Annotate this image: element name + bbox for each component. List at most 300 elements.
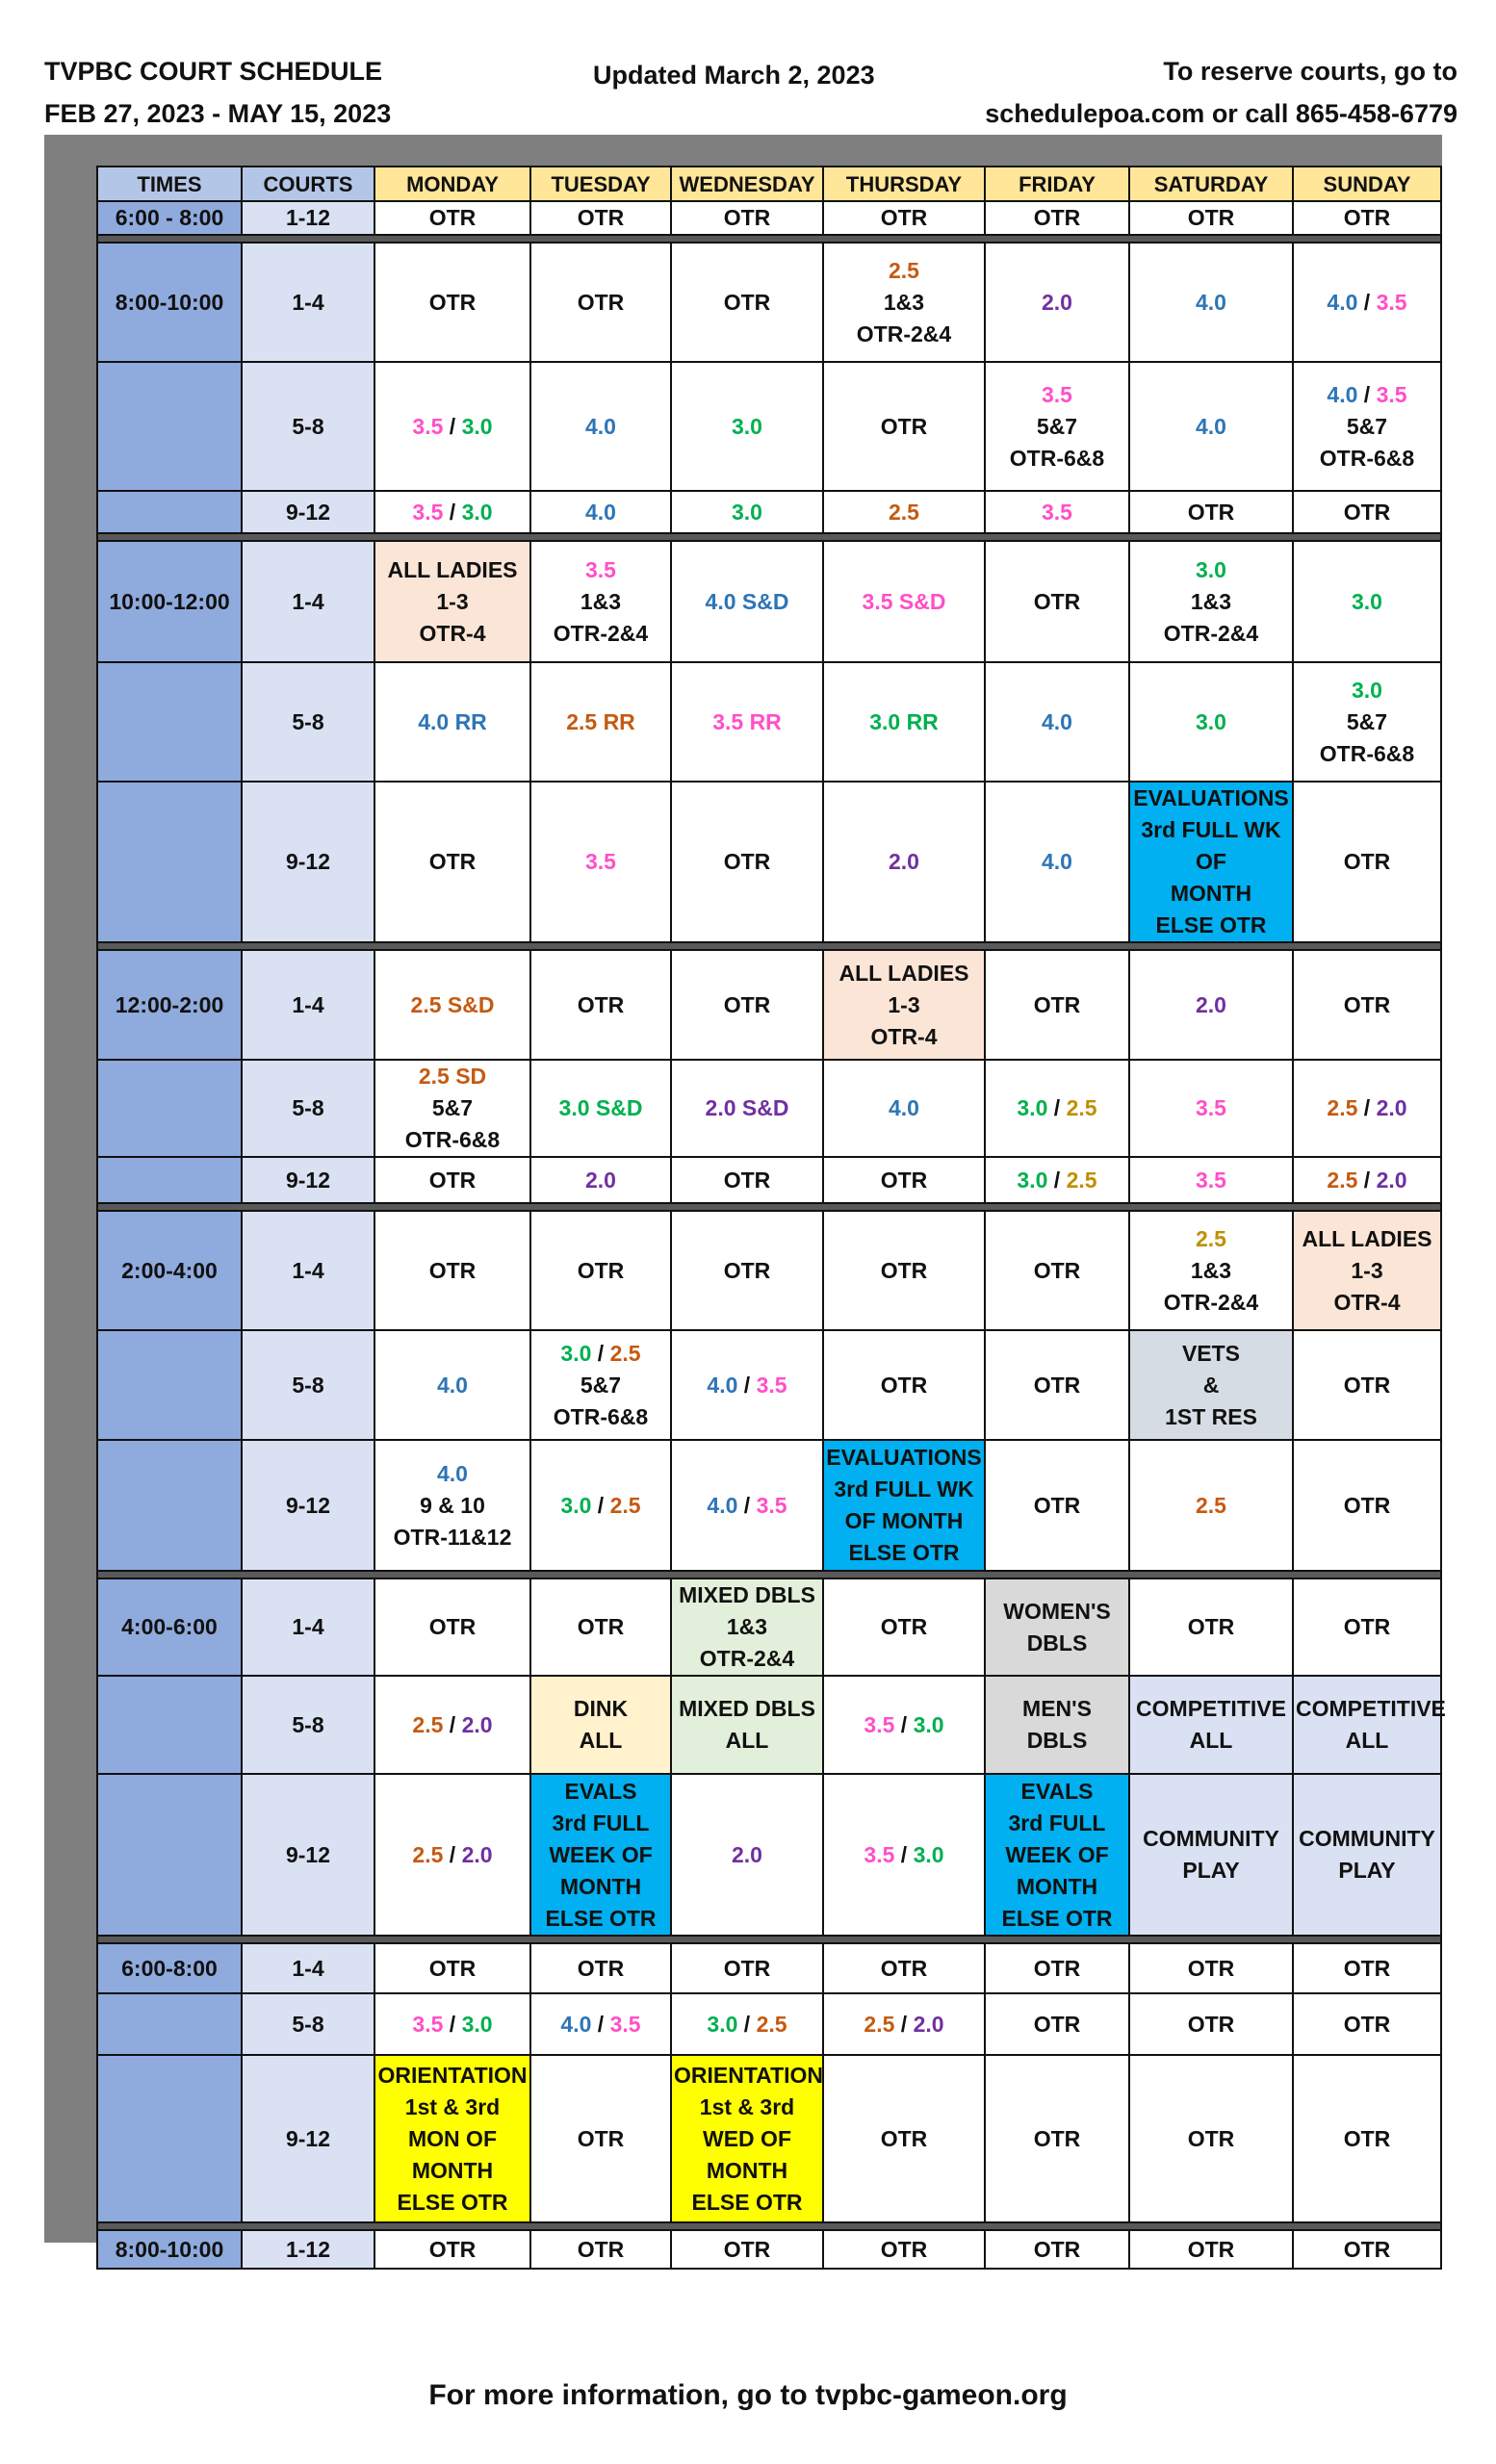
cell-line	[377, 411, 528, 443]
cell-line	[1296, 989, 1438, 1021]
schedule-cell-tuesday	[530, 1578, 671, 1676]
cell-text: ELSE OTR	[1155, 912, 1267, 937]
time-slot-cell	[97, 362, 242, 491]
cell-line	[377, 1092, 528, 1124]
schedule-cell-sunday	[1293, 362, 1441, 491]
cell-line	[826, 1611, 982, 1643]
cell-line	[674, 1693, 820, 1725]
schedule-cell-friday	[985, 243, 1129, 362]
cell-text: OTR	[1187, 205, 1235, 230]
cell-line	[826, 1165, 982, 1196]
cell-text: /	[591, 1340, 610, 1366]
cell-line	[826, 846, 982, 878]
cell-line	[377, 989, 528, 1021]
cell-text: 2.5	[1066, 1095, 1097, 1120]
cell-line	[1132, 1165, 1290, 1196]
cell-line	[533, 411, 668, 443]
schedule-cell-monday	[374, 950, 530, 1060]
cell-text: 1&3	[1190, 588, 1232, 614]
cell-line	[1296, 497, 1438, 528]
cell-line	[377, 1165, 528, 1196]
time-slot-cell	[97, 1157, 242, 1203]
schedule-row	[97, 243, 1441, 362]
cell-line	[674, 2155, 820, 2187]
cell-line	[533, 1490, 668, 1522]
schedule-cell-tuesday	[530, 662, 671, 782]
cell-text: OTR	[1343, 1955, 1391, 1981]
cell-text: OTR	[428, 1167, 477, 1193]
cell-line	[988, 2009, 1126, 2040]
cell-line	[1132, 1287, 1290, 1319]
schedule-cell-thursday	[823, 541, 985, 662]
cell-text: 3.0	[1017, 1095, 1048, 1120]
cell-line	[1296, 1725, 1438, 1757]
cell-text: OTR	[880, 205, 928, 230]
cell-text: MONTH	[706, 2157, 788, 2183]
cell-line	[533, 706, 668, 738]
cell-text: OTR	[880, 1614, 928, 1639]
schedule-cell-sunday	[1293, 541, 1441, 662]
schedule-cell-friday	[985, 950, 1129, 1060]
cell-line	[826, 202, 982, 234]
cell-line	[1296, 1611, 1438, 1643]
cell-line	[1296, 379, 1438, 411]
col-header-wednesday: WEDNESDAY	[671, 167, 823, 201]
schedule-cell-tuesday	[530, 950, 671, 1060]
schedule-cell-monday	[374, 1211, 530, 1330]
cell-text: OTR	[723, 991, 771, 1017]
cell-text: MIXED DBLS	[679, 1582, 815, 1607]
schedule-row	[97, 541, 1441, 662]
cell-line	[674, 411, 820, 443]
schedule-cell-monday	[374, 1330, 530, 1440]
cell-line	[1296, 675, 1438, 706]
courts-cell: 9-12	[242, 491, 374, 533]
cell-text: OTR	[577, 1257, 625, 1283]
cell-line	[826, 1537, 982, 1569]
schedule-cell-thursday	[823, 1330, 985, 1440]
courts-cell: 5-8	[242, 1676, 374, 1774]
schedule-cell-thursday	[823, 2055, 985, 2222]
courts-cell: 9-12	[242, 1774, 374, 1936]
cell-line	[1132, 1092, 1290, 1124]
schedule-cell-friday	[985, 362, 1129, 491]
cell-line	[674, 2060, 824, 2092]
schedule-cell-monday	[374, 1993, 530, 2055]
time-slot-cell	[97, 1440, 242, 1571]
cell-text: OTR	[428, 1257, 477, 1283]
schedule-cell-friday	[985, 782, 1129, 942]
schedule-cell-monday	[374, 243, 530, 362]
cell-text: /	[443, 413, 462, 439]
cell-line	[1296, 2009, 1438, 2040]
cell-text: 2.5	[864, 2011, 895, 2037]
cell-line	[1296, 2234, 1438, 2266]
cell-text: OTR	[723, 1257, 771, 1283]
cell-text: 3.0	[461, 499, 493, 525]
schedule-cell-sunday	[1293, 1993, 1441, 2055]
schedule-cell-saturday	[1129, 201, 1293, 235]
cell-text: DINK	[573, 1696, 629, 1721]
cell-text: /	[1357, 289, 1377, 315]
cell-line	[988, 411, 1126, 443]
cell-line	[674, 1953, 820, 1985]
schedule-cell-thursday	[823, 1440, 985, 1571]
cell-text: 3.0	[560, 1492, 592, 1518]
cell-line	[533, 1165, 668, 1196]
cell-text: ORIENTATION	[674, 2062, 824, 2088]
cell-line	[533, 1338, 668, 1370]
schedule-cell-monday	[374, 1440, 530, 1571]
cell-line	[533, 1903, 668, 1935]
cell-line	[1132, 1823, 1290, 1855]
schedule-cell-saturday	[1129, 541, 1293, 662]
cell-line	[1296, 202, 1438, 234]
schedule-cell-sunday	[1293, 491, 1441, 533]
separator-cell	[97, 533, 1441, 541]
cell-text: OTR	[577, 1614, 625, 1639]
schedule-cell-tuesday	[530, 1157, 671, 1203]
cell-text: 2.5 RR	[566, 708, 635, 734]
schedule-cell-thursday	[823, 1578, 985, 1676]
cell-line	[1296, 586, 1438, 618]
schedule-cell-monday	[374, 491, 530, 533]
cell-text: 4.0	[585, 499, 616, 525]
cell-line	[377, 2234, 528, 2266]
cell-line	[1132, 287, 1290, 319]
cell-text: EVALS	[564, 1778, 637, 1804]
cell-line	[988, 1953, 1126, 1985]
cell-text: 3.0 RR	[869, 708, 939, 734]
schedule-cell-wednesday	[671, 782, 823, 942]
schedule-cell-tuesday	[530, 2055, 671, 2222]
cell-line	[988, 1370, 1126, 1401]
cell-line	[533, 1725, 668, 1757]
schedule-cell-saturday	[1129, 1774, 1293, 1936]
cell-text: 2.5	[1196, 1225, 1226, 1251]
cell-text: PLAY	[1338, 1858, 1396, 1883]
schedule-cell-saturday	[1129, 1676, 1293, 1774]
cell-line	[988, 1839, 1126, 1871]
cell-text: MONTH	[1016, 1873, 1098, 1899]
schedule-cell-sunday	[1293, 662, 1441, 782]
schedule-cell-saturday	[1129, 491, 1293, 533]
block-separator	[97, 942, 1441, 950]
col-header-sunday: SUNDAY	[1293, 167, 1441, 201]
cell-text: OTR	[723, 289, 771, 315]
schedule-cell-wednesday	[671, 1578, 823, 1676]
schedule-cell-tuesday	[530, 1060, 671, 1157]
cell-line	[988, 1725, 1126, 1757]
cell-text: ALL LADIES	[387, 556, 518, 582]
cell-text: 3.5 S&D	[862, 588, 946, 614]
cell-line	[533, 1953, 668, 1985]
schedule-cell-wednesday	[671, 541, 823, 662]
cell-text: 3.0	[707, 2011, 738, 2037]
courts-cell: 1-4	[242, 541, 374, 662]
cell-line	[533, 497, 668, 528]
cell-text: 1ST RES	[1165, 1403, 1257, 1429]
cell-text: /	[737, 1372, 757, 1398]
cell-text: 4.0 S&D	[705, 588, 789, 614]
cell-text: 3.5	[1196, 1167, 1226, 1193]
cell-text: 4.0	[1042, 849, 1072, 874]
col-header-tuesday: TUESDAY	[530, 167, 671, 201]
cell-line	[377, 554, 528, 586]
cell-line	[1132, 1953, 1290, 1985]
cell-text: OTR	[1033, 2011, 1081, 2037]
cell-text: 3.0	[732, 499, 762, 525]
schedule-row	[97, 1330, 1441, 1440]
cell-line	[826, 2009, 982, 2040]
cell-line	[826, 1709, 982, 1741]
schedule-cell-wednesday	[671, 2230, 823, 2269]
cell-line	[988, 2234, 1126, 2266]
cell-text: 5&7	[1036, 413, 1078, 439]
schedule-row	[97, 782, 1441, 942]
schedule-cell-wednesday	[671, 362, 823, 491]
schedule-cell-sunday	[1293, 1211, 1441, 1330]
cell-text: 3.5	[585, 556, 616, 582]
cell-text: 5&7	[431, 1095, 474, 1120]
cell-line	[1132, 1611, 1290, 1643]
cell-text: 2.5 S&D	[410, 991, 495, 1017]
cell-line	[377, 1522, 528, 1553]
time-slot-cell: 6:00-8:00	[97, 1943, 242, 1993]
cell-line	[377, 1709, 528, 1741]
cell-text: OTR	[428, 2236, 477, 2262]
cell-line	[533, 1693, 668, 1725]
schedule-cell-wednesday	[671, 2055, 823, 2222]
schedule-cell-sunday	[1293, 1157, 1441, 1203]
schedule-cell-wednesday	[671, 491, 823, 533]
cell-text: ALL	[1189, 1728, 1233, 1753]
cell-line	[533, 2009, 668, 2040]
courts-cell: 5-8	[242, 362, 374, 491]
cell-text: ORIENTATION	[377, 2062, 528, 2088]
schedule-row	[97, 362, 1441, 491]
cell-text: ALL	[579, 1728, 623, 1753]
schedule-cell-friday	[985, 1060, 1129, 1157]
cell-text: OTR-2&4	[553, 620, 649, 646]
schedule-cell-sunday	[1293, 2230, 1441, 2269]
cell-text: 2.5	[1327, 1095, 1358, 1120]
cell-line	[988, 497, 1126, 528]
cell-line	[1296, 443, 1438, 475]
time-slot-cell: 10:00-12:00	[97, 541, 242, 662]
reserve-info	[985, 50, 1457, 135]
cell-text: OTR	[880, 1257, 928, 1283]
schedule-cell-saturday	[1129, 2230, 1293, 2269]
cell-text: 9 & 10	[420, 1492, 485, 1518]
schedule-row	[97, 2055, 1441, 2222]
cell-text: OTR	[1343, 991, 1391, 1017]
cell-text: OTR	[1033, 588, 1081, 614]
cell-line	[1296, 2123, 1438, 2155]
schedule-cell-thursday	[823, 1157, 985, 1203]
cell-text: OTR	[1187, 2011, 1235, 2037]
cell-text: OTR	[723, 205, 771, 230]
cell-text: OTR	[1343, 849, 1391, 874]
schedule-cell-wednesday	[671, 950, 823, 1060]
schedule-cell-wednesday	[671, 1330, 823, 1440]
cell-line	[988, 1165, 1126, 1196]
cell-line	[988, 2123, 1126, 2155]
cell-line	[1132, 1223, 1290, 1255]
cell-text: OTR-6&8	[1319, 740, 1415, 766]
cell-text: 3.0	[461, 2011, 493, 2037]
cell-line	[826, 958, 982, 989]
schedule-cell-tuesday	[530, 782, 671, 942]
cell-text: WOMEN'S	[1003, 1598, 1111, 1624]
schedule-cell-wednesday	[671, 662, 823, 782]
schedule-cell-monday	[374, 201, 530, 235]
cell-text: 1-3	[436, 588, 469, 614]
cell-line	[826, 2123, 982, 2155]
cell-text: /	[591, 1492, 610, 1518]
cell-line	[1132, 1338, 1290, 1370]
cell-line	[826, 706, 982, 738]
cell-line	[988, 202, 1126, 234]
cell-line	[1132, 910, 1290, 941]
cell-text: OTR-6&8	[1319, 445, 1415, 471]
cell-line	[377, 586, 528, 618]
schedule-cell-tuesday	[530, 1774, 671, 1936]
cell-line	[674, 2092, 820, 2123]
cell-line	[674, 1643, 820, 1675]
schedule-cell-tuesday	[530, 1943, 671, 1993]
time-slot-cell: 12:00-2:00	[97, 950, 242, 1060]
cell-text: 3.0	[1196, 708, 1226, 734]
cell-line	[1296, 1370, 1438, 1401]
cell-line	[533, 1839, 668, 1871]
cell-line	[988, 1628, 1126, 1659]
cell-line	[674, 846, 820, 878]
cell-text: OTR	[1343, 1614, 1391, 1639]
cell-line	[826, 1953, 982, 1985]
schedule-cell-sunday	[1293, 201, 1441, 235]
cell-text: 2.0 S&D	[705, 1095, 789, 1120]
courts-cell: 1-4	[242, 1211, 374, 1330]
schedule-cell-sunday	[1293, 243, 1441, 362]
cell-line	[377, 2092, 528, 2123]
cell-line	[826, 1255, 982, 1287]
reserve-line: To reserve courts, go to	[1163, 57, 1457, 86]
cell-line	[826, 1839, 982, 1871]
cell-text: OTR	[577, 2236, 625, 2262]
cell-text: OTR-6&8	[553, 1403, 649, 1429]
cell-line	[1132, 1255, 1290, 1287]
cell-text: &	[1202, 1372, 1220, 1398]
cell-text: 3.0	[913, 1841, 944, 1867]
cell-text: 2.0	[1376, 1095, 1407, 1120]
cell-line	[377, 1255, 528, 1287]
schedule-cell-thursday	[823, 201, 985, 235]
cell-text: 3.5	[412, 413, 444, 439]
cell-text: 4.0	[560, 2011, 592, 2037]
schedule-row	[97, 1440, 1441, 1571]
cell-text: 3rd FULL WK	[834, 1476, 974, 1502]
cell-text: OTR	[428, 289, 477, 315]
schedule-row	[97, 1060, 1441, 1157]
cell-line	[377, 287, 528, 319]
cell-text: OTR	[1033, 1955, 1081, 1981]
cell-line	[1296, 738, 1438, 770]
cell-text: EVALS	[1020, 1778, 1094, 1804]
cell-line	[988, 1596, 1126, 1628]
cell-text: 3.0	[1196, 556, 1226, 582]
cell-text: /	[443, 2011, 462, 2037]
schedule-cell-sunday	[1293, 1676, 1446, 1774]
cell-text: 3.0	[732, 413, 762, 439]
cell-line	[988, 846, 1126, 878]
cell-line	[1132, 989, 1290, 1021]
block-separator	[97, 1203, 1441, 1211]
cell-line	[533, 1255, 668, 1287]
cell-text: 4.0 RR	[418, 708, 487, 734]
schedule-row	[97, 1578, 1441, 1676]
cell-line	[533, 1370, 668, 1401]
cell-line	[826, 1092, 982, 1124]
cell-text: COMMUNITY	[1299, 1826, 1435, 1851]
cell-text: OTR	[1033, 991, 1081, 1017]
block-separator	[97, 1571, 1441, 1578]
schedule-cell-sunday	[1293, 1943, 1441, 1993]
time-slot-cell: 6:00 - 8:00	[97, 201, 242, 235]
schedule-cell-thursday	[823, 1060, 985, 1157]
cell-text: OTR-4	[1333, 1289, 1401, 1315]
cell-text: /	[1047, 1095, 1067, 1120]
cell-text: /	[1357, 1095, 1377, 1120]
cell-line	[533, 586, 668, 618]
schedule-cell-monday	[374, 2230, 530, 2269]
cell-text: 3.5	[756, 1372, 787, 1398]
cell-text: OTR-6&8	[1009, 445, 1105, 471]
schedule-row	[97, 201, 1441, 235]
cell-text: 1-3	[1351, 1257, 1383, 1283]
schedule-cell-monday	[374, 2055, 530, 2222]
courts-cell: 1-4	[242, 243, 374, 362]
cell-text: 3.0	[913, 1711, 944, 1737]
schedule-cell-saturday	[1129, 243, 1293, 362]
schedule-cell-saturday	[1129, 1440, 1293, 1571]
cell-text: 3.5	[1376, 289, 1407, 315]
cell-text: OTR	[1343, 2125, 1391, 2151]
cell-line	[377, 497, 528, 528]
cell-line	[988, 1776, 1126, 1808]
cell-line	[1132, 1725, 1290, 1757]
cell-text: OTR	[1033, 1492, 1081, 1518]
cell-line	[988, 1903, 1126, 1935]
cell-line	[1296, 1490, 1438, 1522]
schedule-cell-monday	[374, 1774, 530, 1936]
cell-text: 3rd FULL WK OF	[1141, 817, 1281, 874]
cell-text: DBLS	[1026, 1728, 1088, 1753]
cell-line	[674, 2187, 820, 2219]
col-header-friday: FRIDAY	[985, 167, 1129, 201]
cell-line	[988, 287, 1126, 319]
schedule-cell-saturday	[1129, 782, 1293, 942]
cell-text: MONTH	[411, 2157, 494, 2183]
time-slot-cell	[97, 1330, 242, 1440]
cell-text: OTR	[577, 1955, 625, 1981]
cell-text: 1&3	[580, 588, 622, 614]
cell-text: /	[443, 499, 462, 525]
cell-text: OTR	[428, 205, 477, 230]
cell-line	[377, 1124, 528, 1156]
block-separator	[97, 1936, 1441, 1943]
cell-text: 4.0	[1042, 708, 1072, 734]
